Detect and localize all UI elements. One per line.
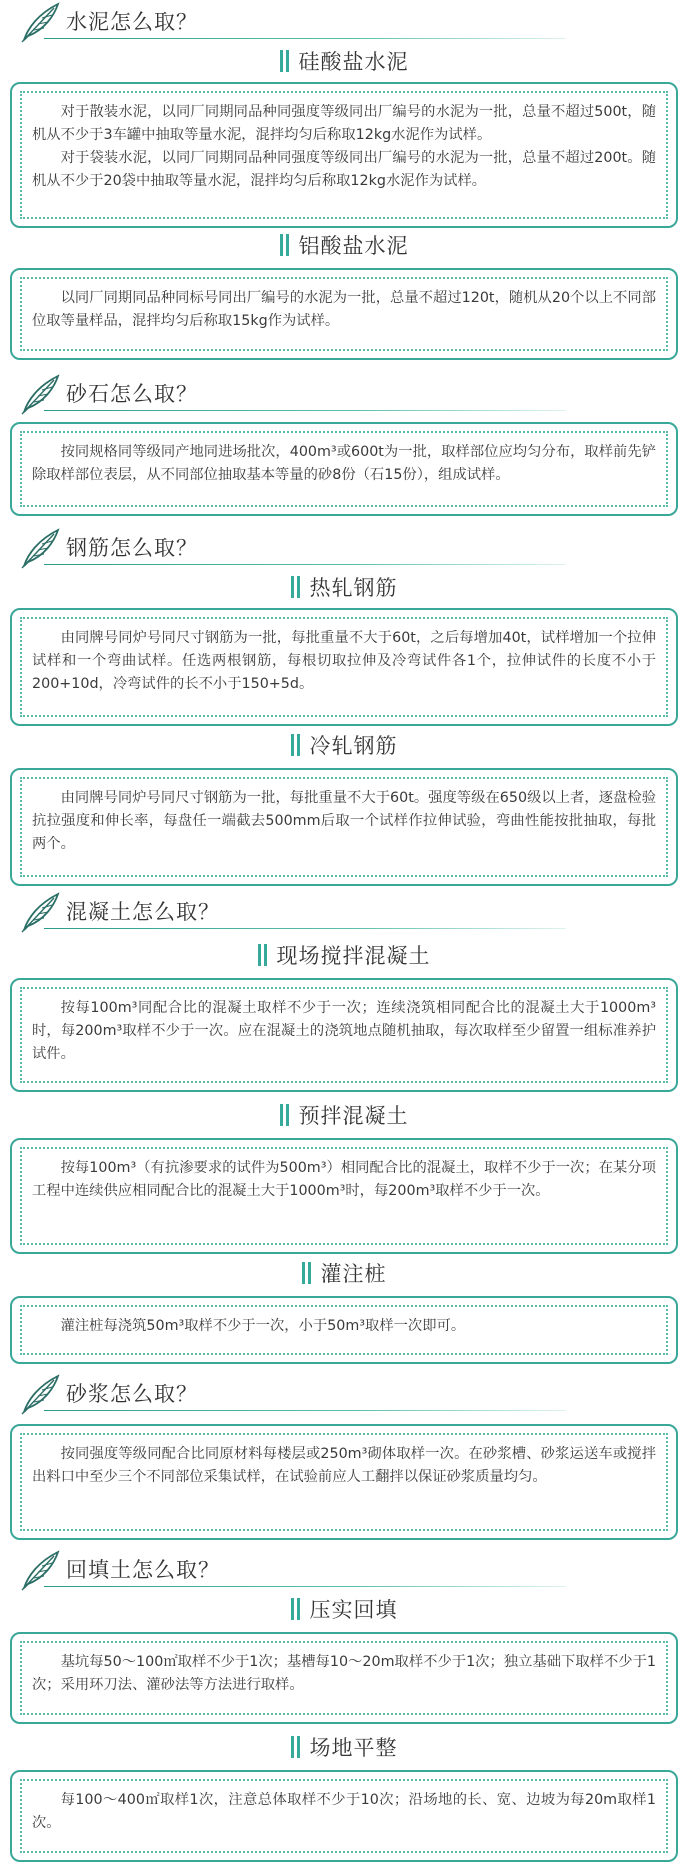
paragraph: 由同牌号同炉号同尺寸钢筋为一批，每批重量不大于60t。强度等级在650级以上者，逐盘检验抗拉强度和伸长率，每盘任一端截去500mm后取一个试样作拉伸试验，弯曲性能按批抽取，每批两个。 — [32, 790, 656, 852]
subsection-heading: 压实回填 — [0, 1594, 688, 1626]
paragraph: 以同厂同期同品种同标号同出厂编号的水泥为一批，总量不超过120t，随机从20个以上不同部位取等量样品，混拌均匀后称取15kg作为试样。 — [32, 290, 656, 329]
subsection-heading: 预拌混凝土 — [0, 1100, 688, 1132]
subsection-heading: 现场搅拌混凝土 — [0, 940, 688, 972]
paragraph: 由同牌号同炉号同尺寸钢筋为一批，每批重量不大于60t，之后每增加40t，试样增加一个拉伸试样和一个弯曲试样。任选两根钢筋，每根切取拉伸及冷弯试件各1个，拉伸试件的长度不小于200+10d，冷弯试件的长不小于150+5d。 — [32, 630, 656, 692]
double-bar-icon — [291, 1598, 302, 1620]
content-box — [10, 1296, 678, 1364]
section-divider — [44, 1410, 566, 1411]
paragraph: 基坑每50～100㎡取样不少于1次；基槽每10～20m取样不少于1次；独立基础下取样不少于1次；采用环刀法、灌砂法等方法进行取样。 — [32, 1654, 656, 1693]
paragraph: 按同规格同等级同产地同进场批次，400m³或600t为一批，取样部位应均匀分布，取样前先铲除取样部位表层，从不同部位抽取基本等量的砂8份（石15份），组成试样。 — [32, 444, 656, 483]
section-title: 混凝土怎么取？ — [66, 900, 220, 924]
content-box — [10, 768, 678, 886]
section-divider — [44, 928, 566, 929]
section-title: 钢筋怎么取？ — [66, 536, 198, 560]
section-header-mortar — [14, 1372, 566, 1416]
double-bar-icon — [280, 1104, 291, 1126]
paragraph: 按同强度等级同配合比同原材料每楼层或250m³砌体取样一次。在砂浆槽、砂浆运送车或搅拌出料口中至少三个不同部位采集试样，在试验前应人工翻拌以保证砂浆质量均匀。 — [32, 1446, 656, 1485]
content-box — [10, 1138, 678, 1254]
subsection-heading: 硅酸盐水泥 — [0, 46, 688, 78]
subsection-heading: 冷轧钢筋 — [0, 730, 688, 762]
double-bar-icon — [302, 1262, 313, 1284]
content-box — [10, 978, 678, 1092]
paragraph: 按每100m³（有抗渗要求的试件为500m³）相同配合比的混凝土，取样不少于一次；在某分项工程中连续供应相同配合比的混凝土大于1000m³时，每200m³取样不少于一次。 — [32, 1160, 656, 1199]
paragraph: 对于散装水泥，以同厂同期同品种同强度等级同出厂编号的水泥为一批，总量不超过500t，随机从不少于3车罐中抽取等量水泥，混拌均匀后称取12kg水泥作为试样。 — [32, 104, 656, 143]
section-header-cement — [14, 0, 566, 44]
paragraph: 对于袋装水泥，以同厂同期同品种同强度等级同出厂编号的水泥为一批，总量不超过200t。随机从不少于20袋中抽取等量水泥，混拌均匀后称取12kg水泥作为试样。 — [32, 150, 656, 189]
subsection-heading: 铝酸盐水泥 — [0, 230, 688, 262]
double-bar-icon — [291, 734, 302, 756]
double-bar-icon — [280, 50, 291, 72]
paragraph: 按每100m³同配合比的混凝土取样不少于一次；连续浇筑相同配合比的混凝土大于1000m³时，每200m³取样不少于一次。应在混凝土的浇筑地点随机抽取，每次取样至少留置一组标准养护试件。 — [32, 1000, 656, 1062]
section-title: 砂石怎么取？ — [66, 382, 198, 406]
section-header-rebar — [14, 526, 566, 570]
section-divider — [44, 38, 566, 39]
section-header-concrete — [14, 890, 566, 934]
section-divider — [44, 564, 566, 565]
content-box — [10, 1770, 678, 1862]
section-title: 水泥怎么取？ — [66, 10, 198, 34]
paragraph: 每100～400㎡取样1次，注意总体取样不少于10次；沿场地的长、宽、边坡为每20m取样1次。 — [32, 1792, 656, 1831]
section-divider — [44, 410, 566, 411]
subsection-heading: 灌注桩 — [0, 1258, 688, 1290]
double-bar-icon — [291, 576, 302, 598]
content-box — [10, 1632, 678, 1724]
double-bar-icon — [291, 1736, 302, 1758]
paragraph: 灌注桩每浇筑50m³取样不少于一次，小于50m³取样一次即可。 — [60, 1318, 466, 1334]
section-header-sand-stone — [14, 372, 566, 416]
double-bar-icon — [258, 944, 269, 966]
content-box — [10, 268, 678, 360]
section-header-backfill — [14, 1548, 566, 1592]
content-box — [10, 82, 678, 228]
subsection-heading: 热轧钢筋 — [0, 572, 688, 604]
section-divider — [44, 1586, 566, 1587]
content-box — [10, 608, 678, 726]
section-title: 砂浆怎么取？ — [66, 1382, 198, 1406]
section-title: 回填土怎么取？ — [66, 1558, 220, 1582]
double-bar-icon — [280, 234, 291, 256]
subsection-heading: 场地平整 — [0, 1732, 688, 1764]
content-box — [10, 422, 678, 516]
content-box — [10, 1424, 678, 1540]
